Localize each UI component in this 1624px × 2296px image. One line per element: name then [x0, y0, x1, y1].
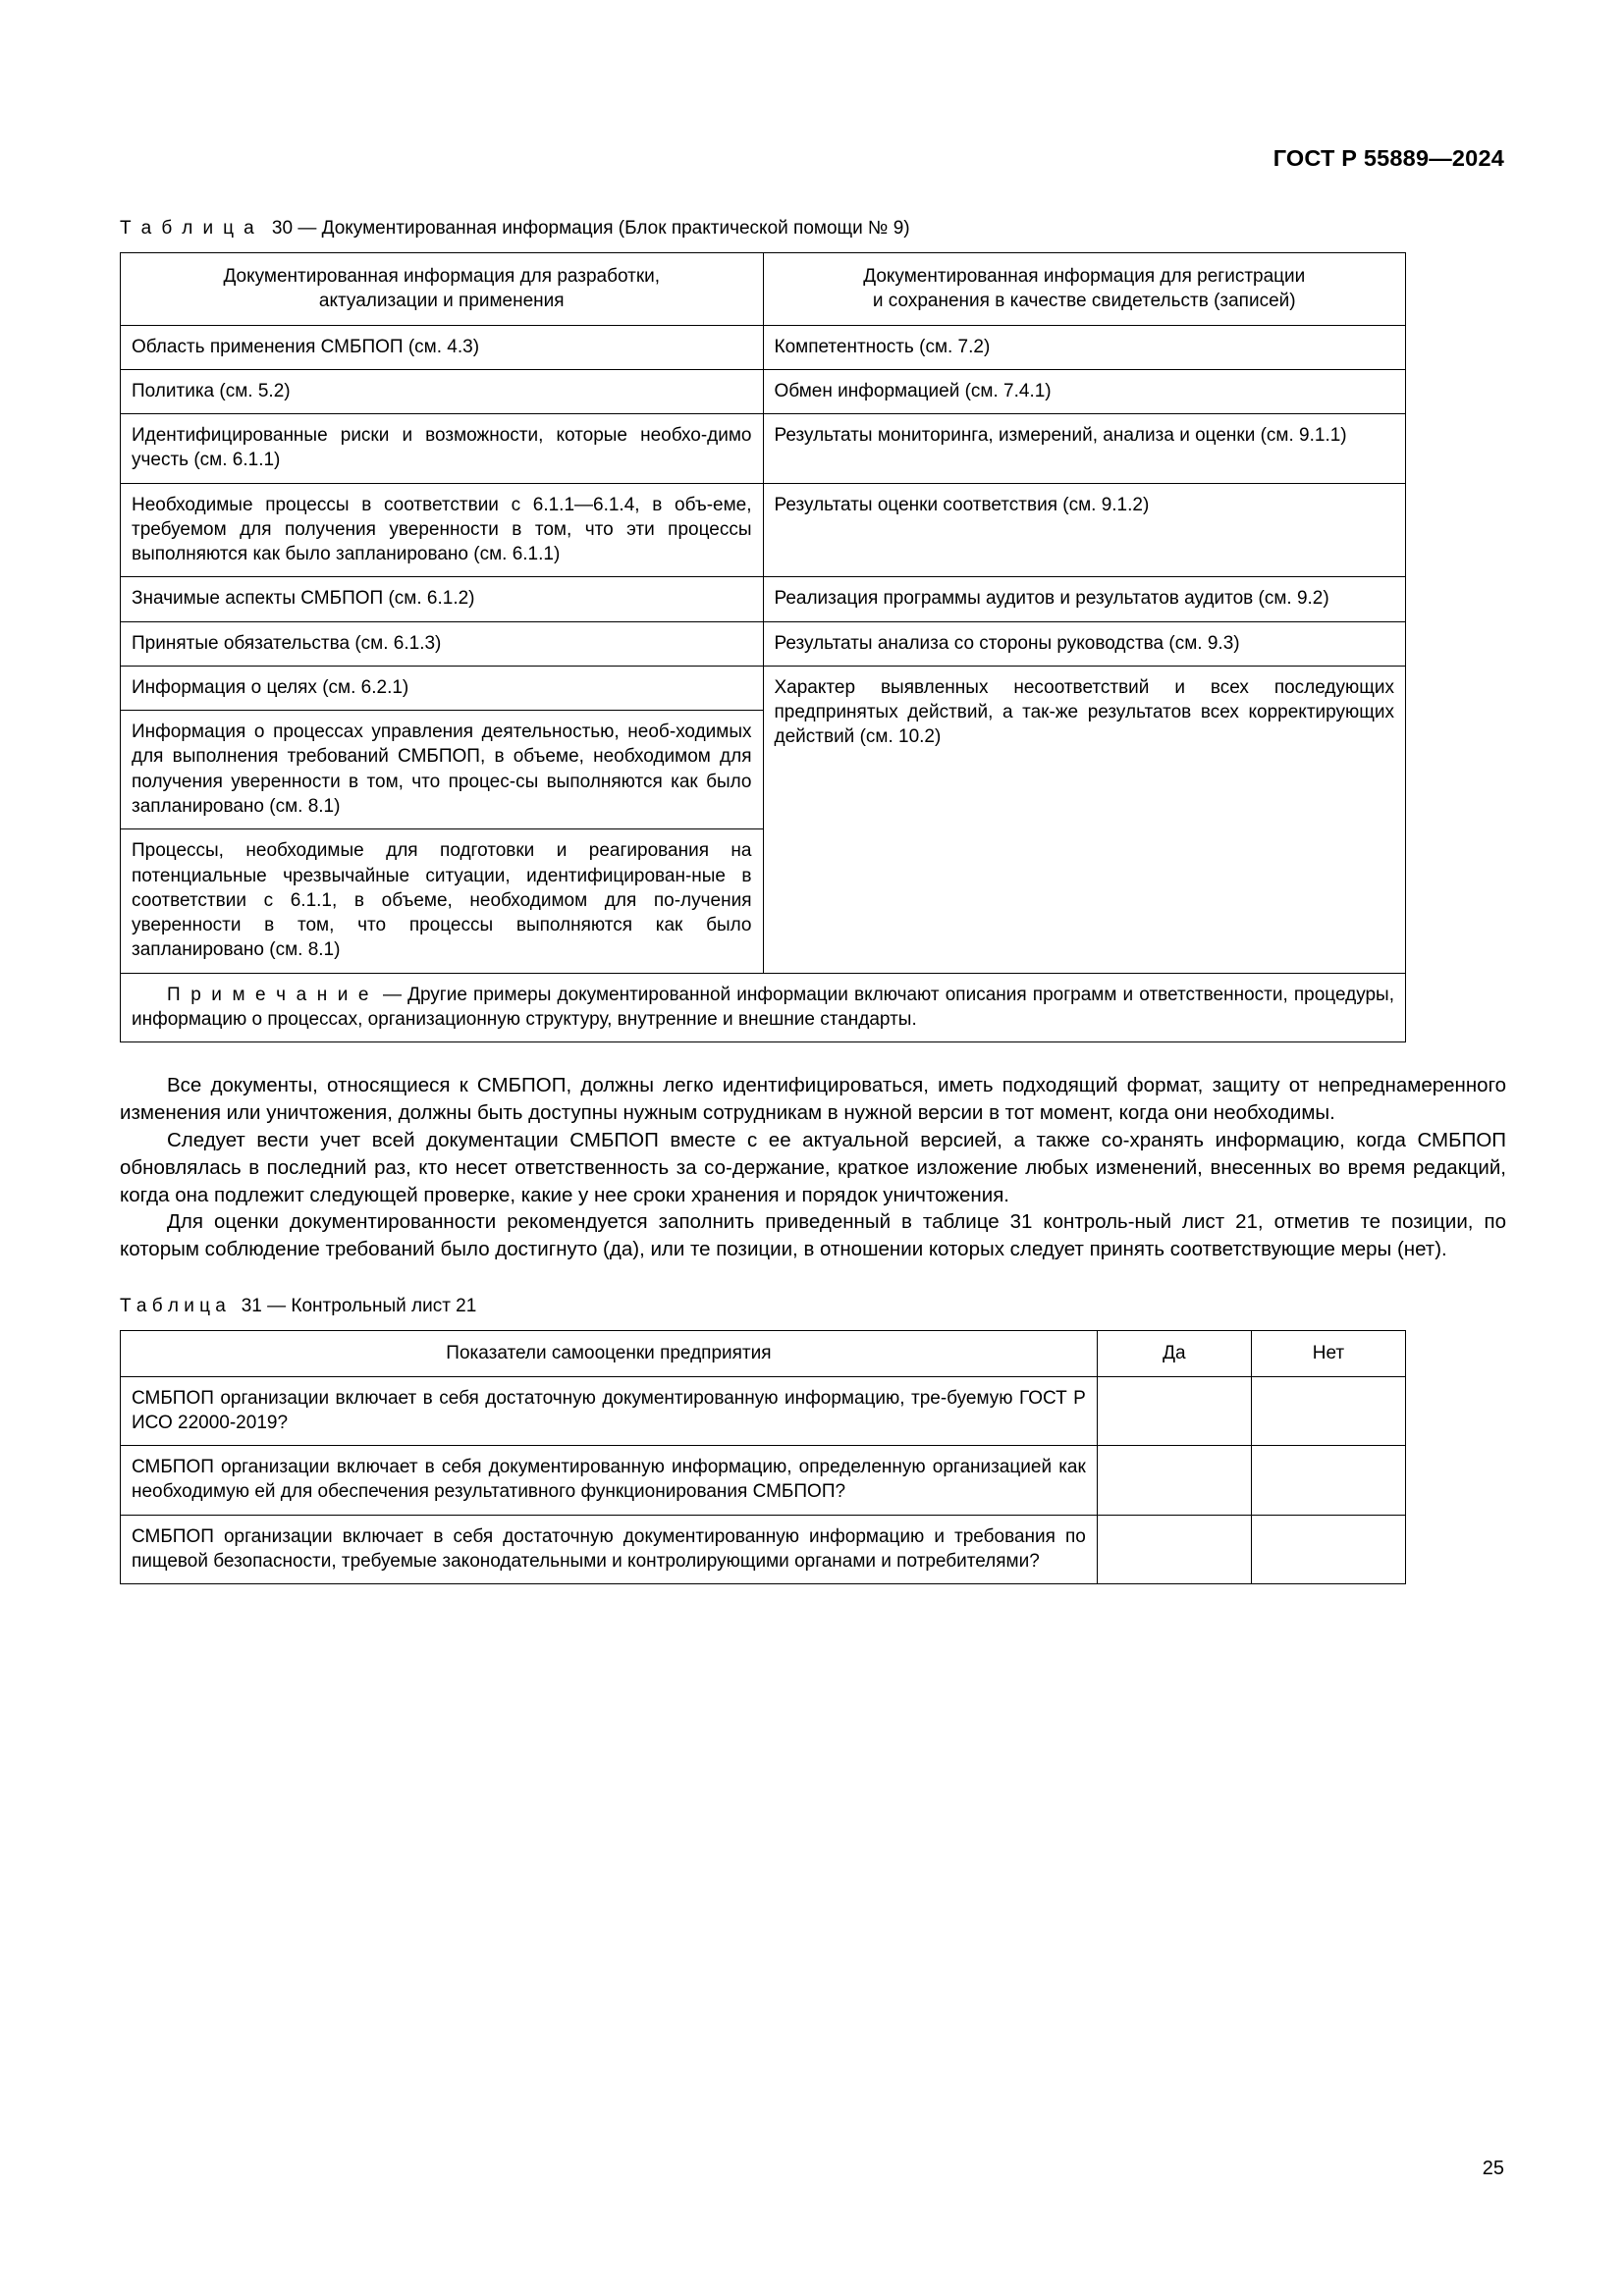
table-30-caption-prefix: Т а б л и ц а — [120, 218, 257, 239]
header-left-line2: актуализации и применения — [318, 291, 565, 312]
checklist-question: СМБПОП организации включает в себя документированную информацию, определенную организацией как необходимую ей для обеспечения результативного функционирования СМБПОП? — [121, 1446, 1098, 1516]
doc-info-left-cell: Значимые аспекты СМБПОП (см. 6.1.2) — [121, 577, 764, 621]
doc-info-right-cell: Реализация программы аудитов и результатов аудитов (см. 9.2) — [763, 577, 1406, 621]
table-row-header — [121, 253, 1406, 326]
doc-info-left-cell: Информация о целях (см. 6.2.1) — [121, 666, 764, 710]
doc-info-left-cell: Процессы, необходимые для подготовки и реагирования на потенциальные чрезвычайные ситуации, идентифицирован-ные в соответствии с 6.1.1, в объеме, необходимом для по-лучения уверенности в том, что процессы выполняются как было запланировано (см. 8.1) — [121, 829, 764, 973]
page-header: ГОСТ Р 55889—2024 — [1272, 145, 1504, 171]
header-right-line1: Документированная информация для регистрации — [863, 266, 1306, 287]
doc-info-left-cell: Область применения СМБПОП (см. 4.3) — [121, 325, 764, 369]
table-31-caption-text: 31 — Контрольный лист 21 — [241, 1296, 477, 1317]
note-label: П р и м е ч а н и е — [167, 984, 371, 1005]
table-30-caption — [120, 218, 1506, 240]
table-row — [121, 1446, 1406, 1516]
paragraph-2: Следует вести учет всей документации СМБПОП вместе с ее актуальной версией, а также со-хранять информацию, когда СМБПОП обновлялась в последний раз, кто несет ответственность за со-держание, краткое изложение любых изменений, внесенных во время редакций, когда она подлежит следующей проверке, какие у нее сроки хранения и порядок уничтожения. — [120, 1128, 1506, 1206]
table-row — [121, 577, 1406, 621]
checklist-yes-cell[interactable] — [1097, 1376, 1251, 1446]
page-number: 25 — [1482, 2158, 1504, 2179]
checklist-yes-cell[interactable] — [1097, 1515, 1251, 1584]
table-row — [121, 1376, 1406, 1446]
table-row-note — [121, 973, 1406, 1042]
table-row — [121, 414, 1406, 484]
checklist-question: СМБПОП организации включает в себя достаточную документированную информацию, тре-буемую ГОСТ Р ИСО 22000-2019? — [121, 1376, 1098, 1446]
doc-info-right-cell: Результаты мониторинга, измерений, анализа и оценки (см. 9.1.1) — [763, 414, 1406, 484]
checklist-yes-cell[interactable] — [1097, 1446, 1251, 1516]
doc-info-right-cell: Характер выявленных несоответствий и всех последующих предпринятых действий, а так-же результатов всех корректирующих действий (см. 10.2) — [763, 666, 1406, 973]
table-row — [121, 483, 1406, 577]
table-row — [121, 666, 1406, 710]
checklist-header-question: Показатели самооценки предприятия — [121, 1331, 1098, 1376]
checklist-no-cell[interactable] — [1251, 1446, 1405, 1516]
body-paragraphs — [120, 1072, 1506, 1263]
paragraph-1: Все документы, относящиеся к СМБПОП, должны легко идентифицироваться, иметь подходящий формат, защиту от непреднамеренного изменения или уничтожения, должны быть доступны нужным сотрудникам в нужной версии в тот момент, когда они необходимы. — [120, 1074, 1506, 1124]
checklist-header-yes: Да — [1097, 1331, 1251, 1376]
table-31-caption — [120, 1296, 1506, 1317]
header-left-line1: Документированная информация для разработки, — [223, 266, 661, 287]
checklist-question: СМБПОП организации включает в себя достаточную документированную информацию и требования по пищевой безопасности, требуемые законодательными и контролирующими органами и потребителями? — [121, 1515, 1098, 1584]
table-31-caption-prefix: Т а б л и ц а — [120, 1296, 226, 1317]
page-content — [120, 218, 1506, 1584]
header-right-line2: и сохранения в качестве свидетельств (записей) — [872, 291, 1296, 312]
table-row — [121, 621, 1406, 666]
table-30-header-left — [121, 253, 764, 326]
doc-info-right-cell: Результаты оценки соответствия (см. 9.1.2) — [763, 483, 1406, 577]
doc-info-right-cell: Обмен информацией (см. 7.4.1) — [763, 369, 1406, 413]
table-row — [121, 325, 1406, 369]
note-text: — Другие примеры документированной информации включают описания программ и ответственности, процедуры, информацию о процессах, организационную структуру, внутренние и внешние стандарты. — [132, 984, 1394, 1030]
table-row-header — [121, 1331, 1406, 1376]
checklist-no-cell[interactable] — [1251, 1376, 1405, 1446]
table-row — [121, 369, 1406, 413]
doc-info-left-cell: Принятые обязательства (см. 6.1.3) — [121, 621, 764, 666]
checklist-header-no: Нет — [1251, 1331, 1405, 1376]
table-30-header-right — [763, 253, 1406, 326]
checklist-no-cell[interactable] — [1251, 1515, 1405, 1584]
doc-info-right-cell: Компетентность (см. 7.2) — [763, 325, 1406, 369]
doc-info-left-cell: Необходимые процессы в соответствии с 6.1.1—6.1.4, в объ-еме, требуемом для получения уверенности в том, что эти процессы выполняются как было запланировано (см. 6.1.1) — [121, 483, 764, 577]
table-30 — [120, 252, 1406, 1042]
paragraph-3: Для оценки документированности рекомендуется заполнить приведенный в таблице 31 контроль-ный лист 21, отметив те позиции, по которым соблюдение требований было достигнуто (да), или те позиции, в отношении которых следует принять соответствующие меры (нет). — [120, 1210, 1506, 1261]
table-31 — [120, 1330, 1406, 1584]
table-30-note — [121, 973, 1406, 1042]
doc-info-left-cell: Политика (см. 5.2) — [121, 369, 764, 413]
table-30-caption-text: 30 — Документированная информация (Блок практической помощи № 9) — [271, 218, 910, 239]
doc-info-right-cell: Результаты анализа со стороны руководства (см. 9.3) — [763, 621, 1406, 666]
doc-info-left-cell: Идентифицированные риски и возможности, которые необхо-димо учесть (см. 6.1.1) — [121, 414, 764, 484]
table-row — [121, 1515, 1406, 1584]
doc-info-left-cell: Информация о процессах управления деятельностью, необ-ходимых для выполнения требований СМБПОП, в объеме, необходимом для получения уверенности в том, что процес-сы выполняются как было запланировано (см. 8.1) — [121, 711, 764, 829]
